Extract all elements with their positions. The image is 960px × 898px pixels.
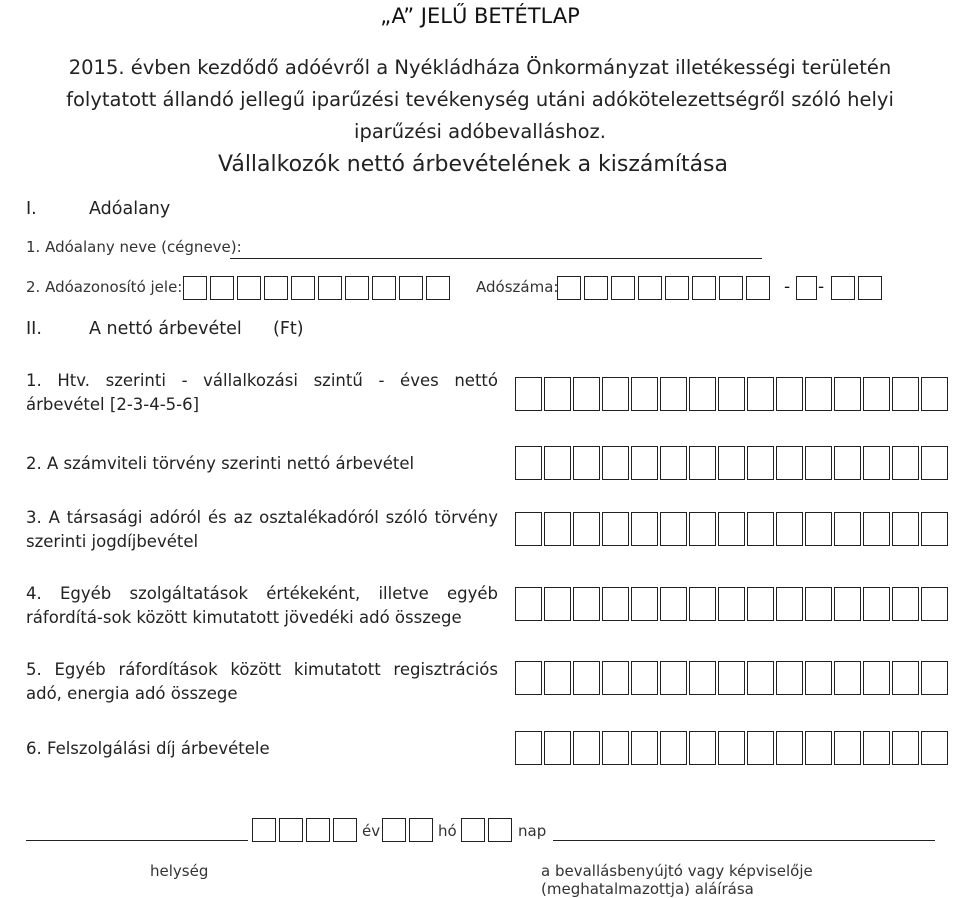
tax-number-boxes-vat[interactable]	[796, 276, 820, 300]
amount-digit-box[interactable]	[573, 731, 600, 765]
amount-digit-box[interactable]	[631, 587, 658, 621]
amount-digit-box[interactable]	[718, 512, 745, 546]
amount-digit-box[interactable]	[805, 587, 832, 621]
year-digit-box[interactable]	[333, 818, 357, 842]
amount-digit-box[interactable]	[863, 512, 890, 546]
revenue-item-5-amount[interactable]	[515, 661, 950, 695]
section-2-number: II.	[26, 319, 42, 339]
tax-number-digit-box[interactable]	[831, 276, 855, 300]
amount-digit-box[interactable]	[776, 512, 803, 546]
amount-digit-box[interactable]	[544, 512, 571, 546]
tax-id-label: 2. Adóazonosító jele:	[26, 278, 183, 296]
amount-digit-box[interactable]	[805, 512, 832, 546]
revenue-item-6-label: 6. Felszolgálási díj árbevétele	[26, 739, 270, 758]
amount-digit-box[interactable]	[776, 731, 803, 765]
taxpayer-name-field[interactable]	[230, 258, 762, 259]
amount-digit-box[interactable]	[834, 377, 861, 411]
amount-digit-box[interactable]	[573, 446, 600, 480]
amount-digit-box[interactable]	[921, 587, 948, 621]
tax-number-digit-box[interactable]	[638, 276, 662, 300]
amount-digit-box[interactable]	[573, 377, 600, 411]
tax-number-digit-box[interactable]	[665, 276, 689, 300]
amount-digit-box[interactable]	[776, 446, 803, 480]
amount-digit-box[interactable]	[747, 587, 774, 621]
amount-digit-box[interactable]	[834, 731, 861, 765]
tax-number-digit-box[interactable]	[611, 276, 635, 300]
day-label: nap	[518, 822, 547, 840]
amount-digit-box[interactable]	[660, 512, 687, 546]
amount-digit-box[interactable]	[631, 731, 658, 765]
amount-digit-box[interactable]	[631, 512, 658, 546]
amount-digit-box[interactable]	[544, 587, 571, 621]
place-field[interactable]	[26, 840, 248, 841]
revenue-item-1-amount[interactable]	[515, 377, 950, 411]
year-digit-box[interactable]	[252, 818, 276, 842]
amount-digit-box[interactable]	[747, 512, 774, 546]
amount-digit-box[interactable]	[718, 661, 745, 695]
amount-digit-box[interactable]	[892, 512, 919, 546]
amount-digit-box[interactable]	[573, 661, 600, 695]
tax-id-digit-box[interactable]	[264, 276, 288, 300]
amount-digit-box[interactable]	[573, 512, 600, 546]
year-boxes[interactable]	[252, 818, 360, 842]
section-1-number: I.	[26, 199, 37, 219]
tax-id-digit-box[interactable]	[210, 276, 234, 300]
amount-digit-box[interactable]	[805, 446, 832, 480]
amount-digit-box[interactable]	[834, 512, 861, 546]
amount-digit-box[interactable]	[805, 731, 832, 765]
tax-number-dash-2: -	[818, 277, 825, 297]
place-caption: helység	[150, 862, 209, 880]
tax-id-boxes[interactable]	[183, 276, 453, 300]
tax-id-digit-box[interactable]	[318, 276, 342, 300]
amount-digit-box[interactable]	[544, 661, 571, 695]
tax-number-boxes-main[interactable]	[557, 276, 773, 300]
section-1-title: Adóalany	[89, 199, 171, 219]
amount-digit-box[interactable]	[834, 446, 861, 480]
amount-digit-box[interactable]	[776, 587, 803, 621]
amount-digit-box[interactable]	[689, 661, 716, 695]
tax-id-digit-box[interactable]	[291, 276, 315, 300]
amount-digit-box[interactable]	[863, 661, 890, 695]
tax-id-digit-box[interactable]	[183, 276, 207, 300]
amount-digit-box[interactable]	[631, 377, 658, 411]
amount-digit-box[interactable]	[892, 661, 919, 695]
amount-digit-box[interactable]	[602, 512, 629, 546]
amount-digit-box[interactable]	[660, 661, 687, 695]
revenue-item-5-label: 5. Egyéb ráfordítások között kimutatott regisztrációs adó, energia adó összege	[26, 660, 498, 703]
amount-digit-box[interactable]	[573, 587, 600, 621]
amount-digit-box[interactable]	[689, 377, 716, 411]
amount-digit-box[interactable]	[834, 587, 861, 621]
amount-digit-box[interactable]	[515, 731, 542, 765]
year-label: év	[362, 822, 381, 840]
amount-digit-box[interactable]	[689, 512, 716, 546]
amount-digit-box[interactable]	[921, 731, 948, 765]
revenue-item-3-amount[interactable]	[515, 512, 950, 546]
revenue-item-1-label: 1. Htv. szerinti - vállalkozási szintű - éves nettó árbevétel [2-3-4-5-6]	[26, 371, 498, 414]
amount-digit-box[interactable]	[718, 446, 745, 480]
amount-digit-box[interactable]	[747, 377, 774, 411]
amount-digit-box[interactable]	[602, 587, 629, 621]
amount-digit-box[interactable]	[747, 731, 774, 765]
amount-digit-box[interactable]	[776, 377, 803, 411]
amount-digit-box[interactable]	[689, 446, 716, 480]
amount-digit-box[interactable]	[515, 661, 542, 695]
amount-digit-box[interactable]	[921, 661, 948, 695]
tax-number-digit-box[interactable]	[858, 276, 882, 300]
month-boxes[interactable]	[382, 818, 436, 842]
day-digit-box[interactable]	[461, 818, 485, 842]
month-label: hó	[438, 822, 457, 840]
amount-digit-box[interactable]	[863, 446, 890, 480]
amount-digit-box[interactable]	[718, 587, 745, 621]
amount-digit-box[interactable]	[515, 446, 542, 480]
amount-digit-box[interactable]	[544, 377, 571, 411]
tax-id-digit-box[interactable]	[426, 276, 450, 300]
amount-digit-box[interactable]	[660, 377, 687, 411]
tax-number-digit-box[interactable]	[692, 276, 716, 300]
month-digit-box[interactable]	[382, 818, 406, 842]
amount-digit-box[interactable]	[863, 377, 890, 411]
tax-id-digit-box[interactable]	[345, 276, 369, 300]
year-digit-box[interactable]	[279, 818, 303, 842]
amount-digit-box[interactable]	[631, 446, 658, 480]
amount-digit-box[interactable]	[921, 377, 948, 411]
amount-digit-box[interactable]	[602, 446, 629, 480]
section-2-title: A nettó árbevétel	[89, 319, 242, 339]
year-digit-box[interactable]	[306, 818, 330, 842]
tax-id-digit-box[interactable]	[237, 276, 261, 300]
tax-id-digit-box[interactable]	[372, 276, 396, 300]
amount-digit-box[interactable]	[660, 446, 687, 480]
amount-digit-box[interactable]	[660, 731, 687, 765]
amount-digit-box[interactable]	[544, 731, 571, 765]
signature-field[interactable]	[553, 840, 935, 841]
amount-digit-box[interactable]	[660, 587, 687, 621]
tax-number-digit-box[interactable]	[796, 276, 817, 300]
amount-digit-box[interactable]	[718, 731, 745, 765]
amount-digit-box[interactable]	[805, 377, 832, 411]
amount-digit-box[interactable]	[892, 446, 919, 480]
taxpayer-name-label: 1. Adóalany neve (cégneve):	[26, 238, 242, 256]
amount-digit-box[interactable]	[602, 731, 629, 765]
amount-digit-box[interactable]	[631, 661, 658, 695]
day-digit-box[interactable]	[488, 818, 512, 842]
amount-digit-box[interactable]	[747, 661, 774, 695]
section-2-unit: (Ft)	[273, 319, 304, 339]
tax-number-digit-box[interactable]	[719, 276, 743, 300]
amount-digit-box[interactable]	[892, 377, 919, 411]
tax-number-digit-box[interactable]	[584, 276, 608, 300]
tax-number-boxes-county[interactable]	[831, 276, 885, 300]
intro-text: 2015. évben kezdődő adóévről a Nyékládháza Önkormányzat illetékességi területén folytatott állandó jellegű iparűzési tevékenység utáni adókötelezettségről szóló helyi iparűzési adóbevalláshoz.	[66, 56, 894, 143]
amount-digit-box[interactable]	[892, 587, 919, 621]
amount-digit-box[interactable]	[515, 587, 542, 621]
amount-digit-box[interactable]	[921, 446, 948, 480]
day-boxes[interactable]	[461, 818, 515, 842]
month-digit-box[interactable]	[409, 818, 433, 842]
revenue-item-2-amount[interactable]	[515, 446, 950, 480]
amount-digit-box[interactable]	[747, 446, 774, 480]
amount-digit-box[interactable]	[718, 377, 745, 411]
revenue-item-4-label: 4. Egyéb szolgáltatások értékeként, illetve egyéb ráfordítá-sok között kimutatott jövedéki adó összege	[26, 584, 498, 627]
amount-digit-box[interactable]	[602, 661, 629, 695]
amount-digit-box[interactable]	[515, 377, 542, 411]
amount-digit-box[interactable]	[602, 377, 629, 411]
tax-number-dash-1: -	[784, 277, 791, 297]
tax-number-digit-box[interactable]	[557, 276, 581, 300]
amount-digit-box[interactable]	[544, 446, 571, 480]
page-subtitle: Vállalkozók nettó árbevételének a kiszámítása	[218, 152, 728, 177]
revenue-item-3-label: 3. A társasági adóról és az osztalékadóról szóló törvény szerinti jogdíjbevétel	[26, 508, 498, 551]
amount-digit-box[interactable]	[689, 587, 716, 621]
page-title: „A” JELŰ BETÉTLAP	[380, 4, 580, 28]
amount-digit-box[interactable]	[689, 731, 716, 765]
amount-digit-box[interactable]	[515, 512, 542, 546]
amount-digit-box[interactable]	[805, 661, 832, 695]
amount-digit-box[interactable]	[921, 512, 948, 546]
signature-caption: a bevallásbenyújtó vagy képviselője (meghatalmazottja) aláírása	[541, 862, 813, 898]
amount-digit-box[interactable]	[863, 587, 890, 621]
amount-digit-box[interactable]	[892, 731, 919, 765]
tax-id-digit-box[interactable]	[399, 276, 423, 300]
revenue-item-6-amount[interactable]	[515, 731, 950, 765]
tax-number-digit-box[interactable]	[746, 276, 770, 300]
revenue-item-2-label: 2. A számviteli törvény szerinti nettó árbevétel	[26, 454, 415, 473]
tax-number-label: Adószáma:	[476, 278, 559, 296]
amount-digit-box[interactable]	[834, 661, 861, 695]
revenue-item-4-amount[interactable]	[515, 587, 950, 621]
amount-digit-box[interactable]	[776, 661, 803, 695]
amount-digit-box[interactable]	[863, 731, 890, 765]
